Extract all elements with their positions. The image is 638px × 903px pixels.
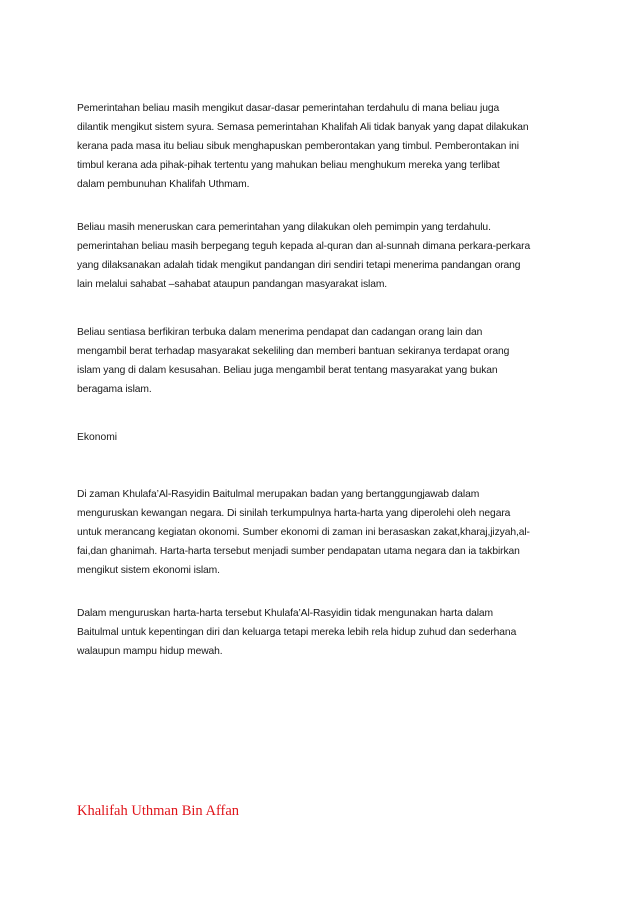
paragraph-harta — [77, 604, 569, 661]
paragraph-pemerintahan — [77, 99, 569, 194]
paragraph-cara-pemerintahan — [77, 218, 569, 294]
paragraph-line: mengambil berat terhadap masyarakat sekeliling dan memberi bantuan sekiranya terdapat orang — [77, 346, 510, 357]
paragraph-line: dalam pembunuhan Khalifah Uthmam. — [77, 179, 250, 190]
paragraph-line: yang dilaksanakan adalah tidak mengikut pandangan diri sendiri tetapi menerima pandangan orang — [77, 260, 521, 271]
section-heading-ekonomi: Ekonomi — [77, 432, 118, 443]
paragraph-line: menguruskan kewangan negara. Di sinilah terkumpulnya harta-harta yang diperolehi oleh negara — [77, 508, 511, 519]
paragraph-line: Pemerintahan beliau masih mengikut dasar-dasar pemerintahan terdahulu di mana beliau juga — [77, 103, 500, 114]
paragraph-line: dilantik mengikut sistem syura. Semasa pemerintahan Khalifah Ali tidak banyak yang dapat dilakukan — [77, 122, 529, 133]
paragraph-line: walaupun mampu hidup mewah. — [77, 646, 223, 657]
paragraph-line: Baitulmal untuk kepentingan diri dan keluarga tetapi mereka lebih rela hidup zuhud dan sederhana — [77, 627, 517, 638]
paragraph-line: Dalam menguruskan harta-harta tersebut Khulafa’Al-Rasyidin tidak mengunakan harta dalam — [77, 608, 493, 619]
paragraph-line: Beliau sentiasa berfikiran terbuka dalam menerima pendapat dan cadangan orang lain dan — [77, 327, 483, 338]
paragraph-line: Beliau masih meneruskan cara pemerintahan yang dilakukan oleh pemimpin yang terdahulu. — [77, 222, 491, 233]
paragraph-line: mengikut sistem ekonomi islam. — [77, 565, 220, 576]
paragraph-berfikiran-terbuka — [77, 323, 569, 399]
paragraph-line: untuk merancang kegiatan okonomi. Sumber ekonomi di zaman ini berasaskan zakat,kharaj,jizyah,al- — [77, 527, 530, 538]
paragraph-line: islam yang di dalam kesusahan. Beliau juga mengambil berat tentang masyarakat yang bukan — [77, 365, 498, 376]
paragraph-line: Di zaman Khulafa’Al-Rasyidin Baitulmal merupakan badan yang bertanggungjawab dalam — [77, 489, 480, 500]
next-section-title: Khalifah Uthman Bin Affan — [77, 803, 240, 819]
paragraph-line: fai,dan ghanimah. Harta-harta tersebut menjadi sumber pendapatan utama negara dan ia takbirkan — [77, 546, 520, 557]
paragraph-line: beragama islam. — [77, 384, 152, 395]
paragraph-line: timbul kerana ada pihak-pihak tertentu yang mahukan beliau menghukum mereka yang terlibat — [77, 160, 500, 171]
paragraph-line: kerana pada masa itu beliau sibuk menghapuskan pemberontakan yang timbul. Pemberontakan ini — [77, 141, 519, 152]
paragraph-line: pemerintahan beliau masih berpegang teguh kepada al-quran dan al-sunnah dimana perkara-perkara — [77, 241, 531, 252]
paragraph-baitulmal — [77, 485, 569, 580]
paragraph-line: lain melalui sahabat –sahabat ataupun pandangan masyarakat islam. — [77, 279, 388, 290]
